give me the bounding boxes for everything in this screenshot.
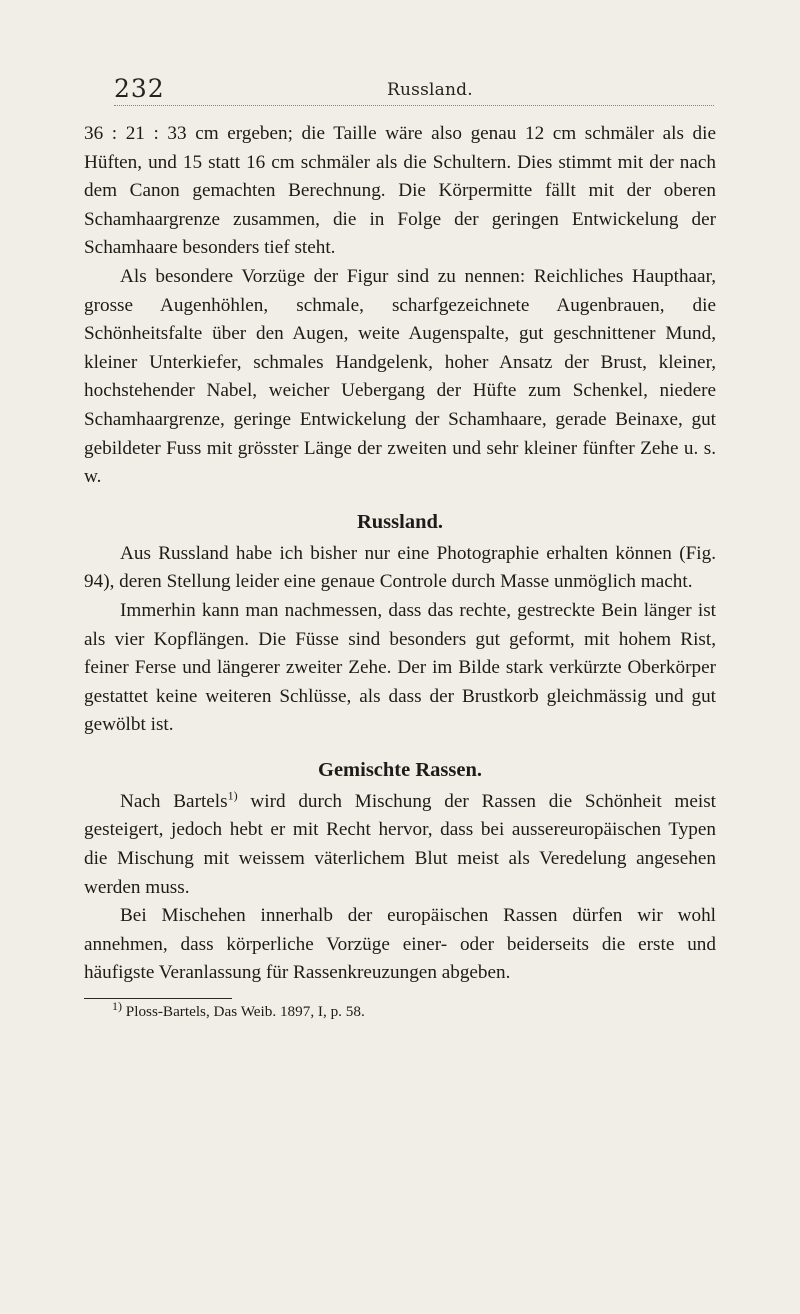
paragraph-3: Aus Russland habe ich bisher nur eine Photographie erhalten können (Fig. 94), deren Stellung leider eine genaue Controle durch Masse unmöglich macht. bbox=[84, 542, 716, 593]
paragraph-5 bbox=[84, 788, 716, 902]
paragraph-5-rest: wird durch Mischung der Rassen die Schönheit meist gesteigert, jedoch hebt er mit Recht hervor, dass bei aussereuropäischen Typen die Mischung mit weissem väterlichem Blut meist als Veredelung angesehen werden muss. bbox=[84, 790, 716, 898]
page-header bbox=[114, 74, 714, 108]
section-heading-russland: Russland. bbox=[356, 510, 444, 533]
paragraph-2: Als besondere Vorzüge der Figur sind zu nennen: Reichliches Haupthaar, grosse Augenhöhlen, schmale, scharfgezeichnete Augenbrauen, die Schönheitsfalte über den Augen, weite Augenspalte, gut geschnittener Mund, kleiner Unterkiefer, schmales Handgelenk, hoher Ansatz der Brust, kleiner, hochstehender Nabel, weicher Uebergang der Hüfte zum Schenkel, niedere Schamhaargrenze, geringe Entwickelung der Schamhaare, gerade Beinaxe, gut gebildeter Fuss mit grösster Länge der zweiten und sehr kleiner fünfter Zehe u. s. w. bbox=[84, 265, 716, 488]
paragraph-4: Immerhin kann man nachmessen, dass das rechte, gestreckte Bein länger ist als vier Kopflängen. Die Füsse sind besonders gut geformt, mit hohem Rist, feiner Ferse und längerer zweiter Zehe. Der im Bilde stark verkürzte Oberkörper gestattet keine weiteren Schlüsse, als dass der Brustkorb gleichmässig und gut gewölbt ist. bbox=[84, 599, 716, 736]
paragraph-6: Bei Mischehen innerhalb der europäischen Rassen dürfen wir wohl annehmen, dass körperliche Vorzüge einer- oder beiderseits die erste und häufigste Veranlassung für Rassenkreuzungen abgeben. bbox=[84, 905, 716, 984]
page-body bbox=[84, 120, 716, 1023]
footnote bbox=[84, 998, 716, 1023]
page-number: 232 bbox=[114, 74, 165, 103]
paragraph-5-start: Nach Bartels bbox=[120, 790, 228, 812]
footnote-rule bbox=[84, 998, 232, 999]
footnote-reference: 1) bbox=[227, 788, 238, 803]
footnote-marker: 1) bbox=[112, 998, 122, 1013]
paragraph-1: 36 : 21 : 33 cm ergeben; die Taille wäre also genau 12 cm schmäler als die Hüften, und 15 statt 16 cm schmäler als die Schultern. Dies stimmt mit der nach dem Canon gemachten Berechnung. Die Körpermitte fällt mit der oberen Schamhaargrenze zusammen, die in Folge der geringen Entwickelung der Schamhaare besonders tief steht. bbox=[84, 123, 716, 259]
footnote-text: Ploss-Bartels, Das Weib. 1897, I, p. 58. bbox=[122, 1003, 365, 1021]
header-rule bbox=[114, 105, 714, 107]
running-head: Russland. bbox=[387, 80, 473, 100]
section-heading-gemischte-rassen: Gemischte Rassen. bbox=[318, 758, 482, 781]
